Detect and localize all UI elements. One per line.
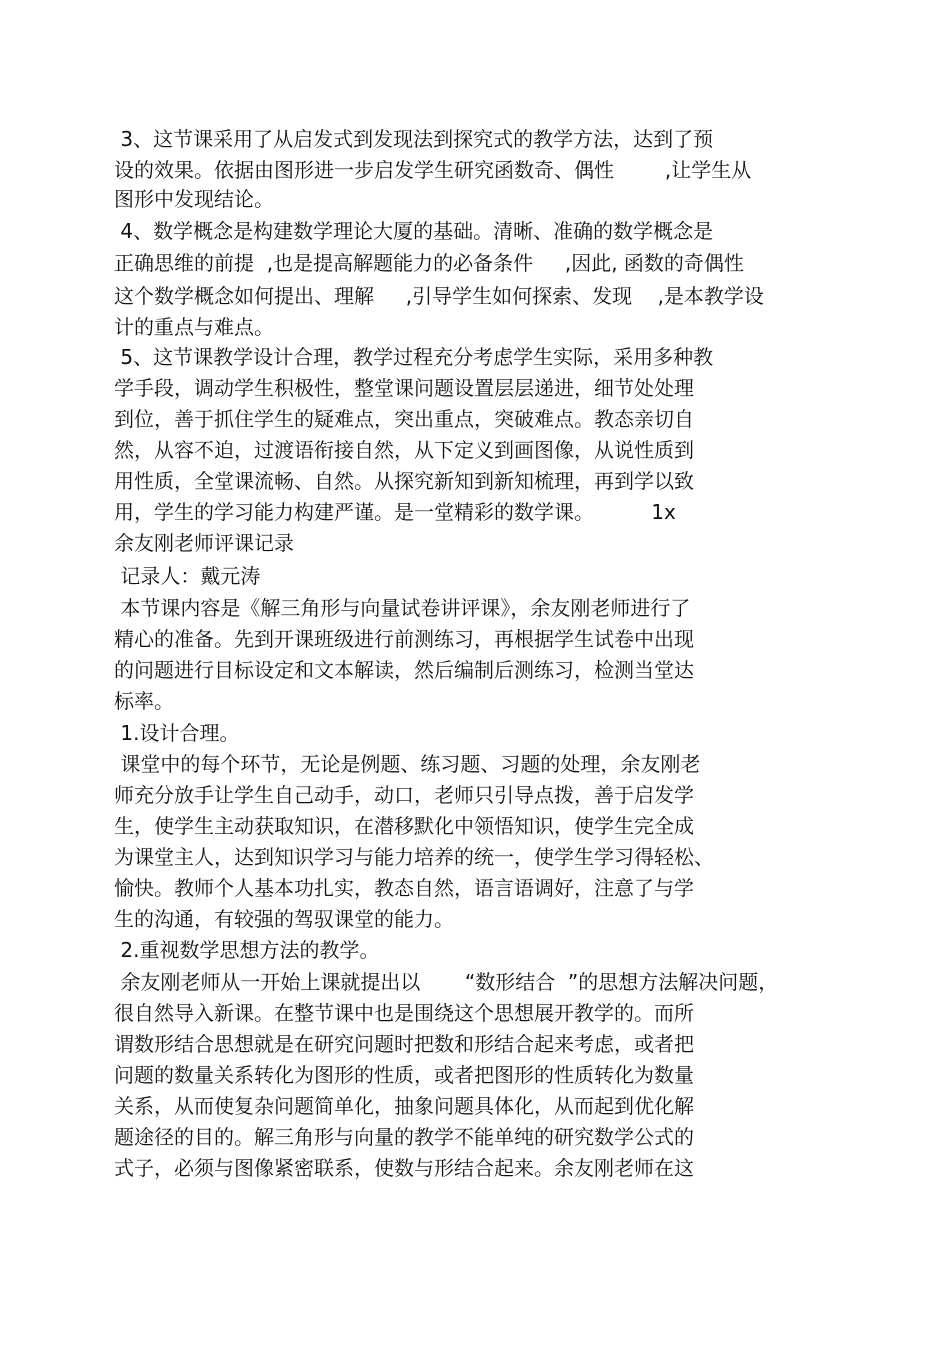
text-line: 3、这节课采用了从启发式到发现法到探究式的教学方法，达到了预	[114, 127, 714, 151]
text-line: 关系，从而使复杂问题简单化，抽象问题具体化，从而起到优化解	[114, 1094, 694, 1118]
recorder-line: 记录人：戴元涛	[114, 564, 261, 588]
text-line: 设的效果。依据由图形进一步启发学生研究函数奇、偶性 ,让学生从	[114, 158, 752, 182]
text-line: 学手段，调动学生积极性，整堂课问题设置层层递进，细节处处理	[114, 376, 694, 400]
text-line: 用，学生的学习能力构建严谨。是一堂精彩的数学课。 1x	[114, 500, 676, 524]
text-line: 生，使学生主动获取知识，在潜移默化中领悟知识，使学生完全成	[114, 814, 694, 838]
text-line: 题途径的目的。解三角形与向量的教学不能单纯的研究数学公式的	[114, 1125, 694, 1149]
text-line: 标率。	[114, 689, 174, 713]
text-line: 生的沟通，有较强的驾驭课堂的能力。	[114, 907, 454, 931]
text-line: 很自然导入新课。在整节课中也是围绕这个思想展开教学的。而所	[114, 1001, 694, 1025]
text-line: 正确思维的前提 ,也是提高解题能力的必备条件 ,因此, 函数的奇偶性	[114, 251, 744, 275]
section-heading: 余友刚老师评课记录	[114, 531, 294, 555]
text-line: 用性质，全堂课流畅、自然。从探究新知到新知梳理，再到学以致	[114, 469, 694, 493]
text-line: 4、数学概念是构建数学理论大厦的基础。清晰、准确的数学概念是	[114, 219, 714, 243]
text-line: 余友刚老师从一开始上课就提出以 “数形结合 ”的思想方法解决问题，	[114, 970, 779, 994]
text-line: 计的重点与难点。	[114, 315, 274, 339]
text-line: 为课堂主人，达到知识学习与能力培养的统一，使学生学习得轻松、	[114, 845, 714, 869]
text-line: 师充分放手让学生自己动手，动口，老师只引导点拨，善于启发学	[114, 783, 694, 807]
text-line: 式子，必须与图像紧密联系，使数与形结合起来。余友刚老师在这	[114, 1156, 694, 1180]
text-line: 谓数形结合思想就是在研究问题时把数和形结合起来考虑，或者把	[114, 1032, 694, 1056]
subheading: 1.设计合理。	[114, 721, 240, 745]
text-line: 课堂中的每个环节，无论是例题、练习题、习题的处理，余友刚老	[114, 752, 701, 776]
text-line: 这个数学概念如何提出、理解 ,引导学生如何探索、发现 ,是本教学设	[114, 284, 764, 308]
text-line: 精心的准备。先到开课班级进行前测练习，再根据学生试卷中出现	[114, 627, 694, 651]
text-line: 图形中发现结论。	[114, 187, 274, 211]
text-line: 5、这节课教学设计合理，教学过程充分考虑学生实际，采用多种教	[114, 345, 714, 369]
text-line: 本节课内容是《解三角形与向量试卷讲评课》，余友刚老师进行了	[114, 596, 691, 620]
text-line: 然，从容不迫，过渡语衔接自然，从下定义到画图像，从说性质到	[114, 438, 694, 462]
text-line: 愉快。教师个人基本功扎实，教态自然，语言语调好，注意了与学	[114, 876, 694, 900]
text-line: 的问题进行目标设定和文本解读，然后编制后测练习，检测当堂达	[114, 658, 694, 682]
subheading: 2.重视数学思想方法的教学。	[114, 938, 380, 962]
text-line: 到位，善于抓住学生的疑难点，突出重点，突破难点。教态亲切自	[114, 407, 694, 431]
text-line: 问题的数量关系转化为图形的性质，或者把图形的性质转化为数量	[114, 1063, 694, 1087]
